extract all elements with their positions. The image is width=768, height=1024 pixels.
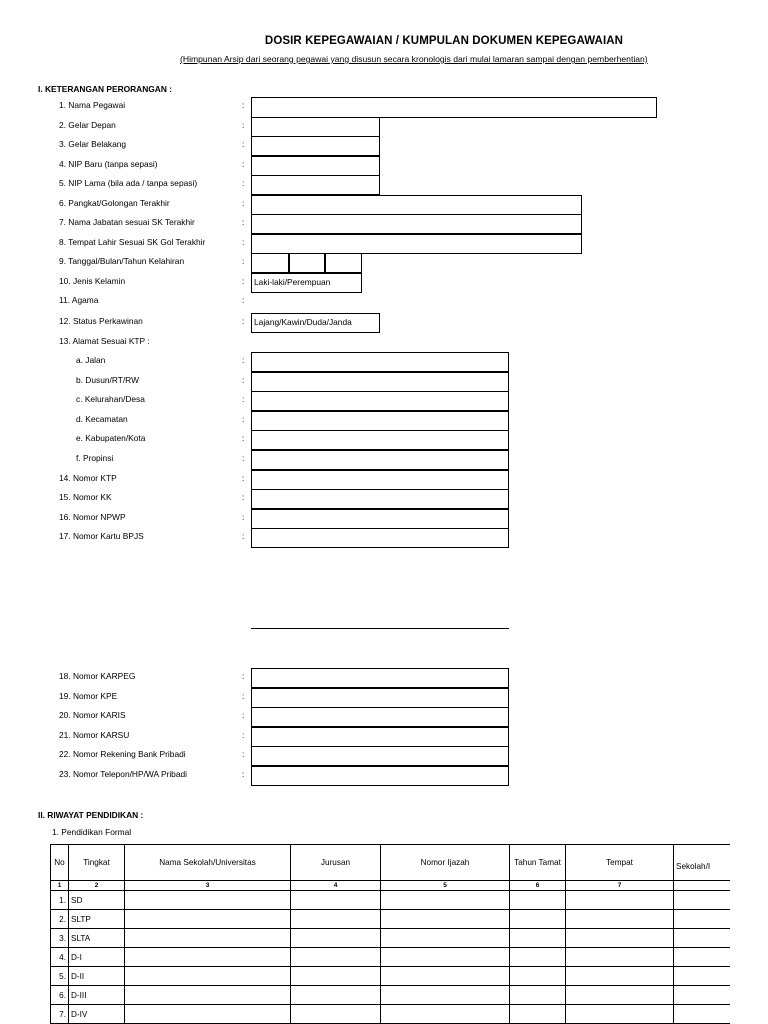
education-cell[interactable] (291, 986, 381, 1005)
field-value-box[interactable] (251, 175, 380, 195)
field-colon: : (242, 375, 245, 385)
field-label: 18. Nomor KARPEG (59, 671, 136, 681)
field-value-box[interactable] (251, 136, 380, 156)
field-label: 12. Status Perkawinan (59, 316, 143, 326)
field-label: f. Propinsi (76, 453, 114, 463)
education-cell[interactable] (510, 948, 566, 967)
field-colon: : (242, 139, 245, 149)
field-value-box[interactable] (251, 766, 509, 786)
field-colon: : (242, 492, 245, 502)
education-cell[interactable] (125, 986, 291, 1005)
field-label: 2. Gelar Depan (59, 120, 116, 130)
education-cell[interactable] (381, 948, 510, 967)
field-label: 11. Agama (59, 295, 99, 305)
field-colon: : (242, 237, 245, 247)
education-cell[interactable] (381, 986, 510, 1005)
col-header-major: Jurusan (291, 845, 381, 881)
education-level: SLTP (69, 910, 125, 929)
col-number: 3 (125, 881, 291, 891)
education-cell[interactable] (125, 910, 291, 929)
education-table (50, 844, 754, 1024)
education-cell[interactable] (566, 967, 674, 986)
field-label: e. Kabupaten/Kota (76, 433, 146, 443)
field-colon: : (242, 414, 245, 424)
field-label: 5. NIP Lama (bila ada / tanpa sepasi) (59, 178, 198, 188)
formal-education-subtitle: 1. Pendidikan Formal (52, 827, 132, 837)
col-header-place: Tempat (566, 845, 674, 881)
field-value-box[interactable]: Laki-laki/Perempuan (251, 273, 362, 293)
section-2-title: II. RIWAYAT PENDIDIKAN : (38, 810, 144, 820)
row-number: 2. (51, 910, 69, 929)
field-label: 1. Nama Pegawai (59, 100, 126, 110)
education-row (51, 891, 754, 910)
field-colon: : (242, 394, 245, 404)
education-cell[interactable] (291, 967, 381, 986)
education-cell[interactable] (566, 986, 674, 1005)
field-value-box[interactable] (251, 727, 509, 747)
education-cell[interactable] (381, 891, 510, 910)
field-colon: : (242, 217, 245, 227)
field-colon: : (242, 295, 245, 305)
field-value-box[interactable] (251, 528, 509, 548)
page-clip (730, 840, 768, 1024)
education-cell[interactable] (510, 929, 566, 948)
date-part-field[interactable] (289, 253, 325, 273)
education-cell[interactable] (125, 967, 291, 986)
field-label: a. Jalan (76, 355, 106, 365)
education-cell[interactable] (291, 910, 381, 929)
field-value-box[interactable] (251, 509, 509, 529)
education-cell[interactable] (381, 1005, 510, 1024)
education-cell[interactable] (510, 1005, 566, 1024)
field-label: 7. Nama Jabatan sesuai SK Terakhir (59, 217, 195, 227)
field-label: 3. Gelar Belakang (59, 139, 127, 149)
field-value-box[interactable] (251, 688, 509, 708)
field-colon: : (242, 453, 245, 463)
education-cell[interactable] (291, 891, 381, 910)
row-number: 6. (51, 986, 69, 1005)
field-label: 21. Nomor KARSU (59, 730, 130, 740)
document-title: DOSIR KEPEGAWAIAN / KUMPULAN DOKUMEN KEPEGAWAIAN (264, 35, 624, 47)
field-value-box[interactable] (251, 97, 657, 118)
field-colon: : (242, 256, 245, 266)
field-value-box[interactable] (251, 352, 509, 372)
field-colon: : (242, 531, 245, 541)
education-level: D-IV (69, 1005, 125, 1024)
field-colon: : (242, 749, 245, 759)
field-label: 20. Nomor KARIS (59, 710, 126, 720)
field-colon: : (242, 691, 245, 701)
field-value-box[interactable] (251, 450, 509, 470)
col-number: 4 (291, 881, 381, 891)
field-value-box[interactable] (251, 489, 509, 509)
field-value-box[interactable] (251, 214, 582, 234)
education-row (51, 1005, 754, 1024)
date-part-field[interactable] (251, 253, 289, 273)
field-value-box[interactable] (251, 372, 509, 392)
field-colon: : (242, 512, 245, 522)
document-subtitle: (Himpunan Arsip dari seorang pegawai yang disusun secara kronologis dari mulai lamaran sampai dengan pemberhentian) (180, 54, 648, 64)
col-number: 5 (381, 881, 510, 891)
education-row (51, 986, 754, 1005)
section-1-title: I. KETERANGAN PERORANGAN : (38, 84, 173, 94)
row-number: 4. (51, 948, 69, 967)
field-colon: : (242, 671, 245, 681)
field-value-box[interactable] (251, 195, 582, 215)
field-value-box[interactable] (251, 746, 509, 766)
col-header-year: Tahun Tamat (510, 845, 566, 881)
field-label: 9. Tanggal/Bulan/Tahun Kelahiran (59, 256, 185, 266)
field-label: 22. Nomor Rekening Bank Pribadi (59, 749, 186, 759)
field-value-box[interactable] (251, 430, 509, 450)
education-level: SD (69, 891, 125, 910)
education-cell[interactable] (381, 967, 510, 986)
row-number: 5. (51, 967, 69, 986)
education-cell[interactable] (510, 967, 566, 986)
education-cell[interactable] (291, 948, 381, 967)
field-colon: : (242, 433, 245, 443)
col-header-level: Tingkat (69, 845, 125, 881)
education-table-column-numbers (51, 881, 754, 891)
field-value-box[interactable] (251, 234, 582, 254)
field-value-box[interactable] (251, 668, 509, 688)
education-cell[interactable] (510, 910, 566, 929)
education-cell[interactable] (291, 929, 381, 948)
col-number: 2 (69, 881, 125, 891)
education-cell[interactable] (125, 929, 291, 948)
education-level: D-I (69, 948, 125, 967)
education-level: SLTA (69, 929, 125, 948)
education-cell[interactable] (291, 1005, 381, 1024)
col-number: 7 (566, 881, 674, 891)
field-value-box[interactable] (251, 117, 380, 137)
col-header-school: Nama Sekolah/Universitas (125, 845, 291, 881)
education-cell[interactable] (566, 948, 674, 967)
field-value-box[interactable] (251, 156, 380, 176)
field-label: 19. Nomor KPE (59, 691, 118, 701)
field-label: 16. Nomor NPWP (59, 512, 126, 522)
col-number: 1 (51, 881, 69, 891)
education-cell[interactable] (566, 929, 674, 948)
field-label: 14. Nomor KTP (59, 473, 117, 483)
education-cell[interactable] (381, 910, 510, 929)
col-header-school-type: Sekolah/I (674, 845, 754, 881)
field-value-box[interactable]: Lajang/Kawin/Duda/Janda (251, 313, 380, 333)
field-label: 13. Alamat Sesuai KTP : (59, 336, 150, 346)
field-colon: : (242, 159, 245, 169)
separator-line (251, 628, 509, 629)
education-level: D-II (69, 967, 125, 986)
field-colon: : (242, 100, 245, 110)
field-value-box[interactable] (251, 411, 509, 431)
education-row (51, 948, 754, 967)
field-colon: : (242, 120, 245, 130)
education-cell[interactable] (381, 929, 510, 948)
education-cell[interactable] (125, 891, 291, 910)
education-level: D-III (69, 986, 125, 1005)
field-label: d. Kecamatan (76, 414, 128, 424)
col-header-certificate: Nomor Ijazah (381, 845, 510, 881)
field-value-box[interactable] (251, 707, 509, 727)
education-cell[interactable] (125, 1005, 291, 1024)
education-row (51, 910, 754, 929)
field-colon: : (242, 276, 245, 286)
education-cell[interactable] (510, 891, 566, 910)
field-label: c. Kelurahan/Desa (76, 394, 145, 404)
field-label: 10. Jenis Kelamin (59, 276, 126, 286)
education-row (51, 967, 754, 986)
field-colon: : (242, 316, 245, 326)
education-cell[interactable] (510, 986, 566, 1005)
field-label: 8. Tempat Lahir Sesuai SK Gol Terakhir (59, 237, 206, 247)
education-cell[interactable] (566, 891, 674, 910)
row-number: 3. (51, 929, 69, 948)
education-cell[interactable] (566, 1005, 674, 1024)
field-value-box[interactable] (251, 391, 509, 411)
col-number: 6 (510, 881, 566, 891)
field-colon: : (242, 769, 245, 779)
education-row (51, 929, 754, 948)
education-cell[interactable] (566, 910, 674, 929)
field-colon: : (242, 198, 245, 208)
field-colon: : (242, 178, 245, 188)
field-label: 23. Nomor Telepon/HP/WA Pribadi (59, 769, 188, 779)
field-label: b. Dusun/RT/RW (76, 375, 139, 385)
field-value-box[interactable] (251, 470, 509, 490)
field-colon: : (242, 473, 245, 483)
field-colon: : (242, 710, 245, 720)
row-number: 7. (51, 1005, 69, 1024)
field-colon: : (242, 355, 245, 365)
field-label: 17. Nomor Kartu BPJS (59, 531, 144, 541)
field-colon: : (242, 730, 245, 740)
row-number: 1. (51, 891, 69, 910)
date-part-field[interactable] (325, 253, 362, 273)
education-table-header (51, 845, 754, 881)
field-label: 4. NIP Baru (tanpa sepasi) (59, 159, 158, 169)
field-label: 15. Nomor KK (59, 492, 112, 502)
education-cell[interactable] (125, 948, 291, 967)
col-header-no: No (51, 845, 69, 881)
field-label: 6. Pangkat/Golongan Terakhir (59, 198, 170, 208)
